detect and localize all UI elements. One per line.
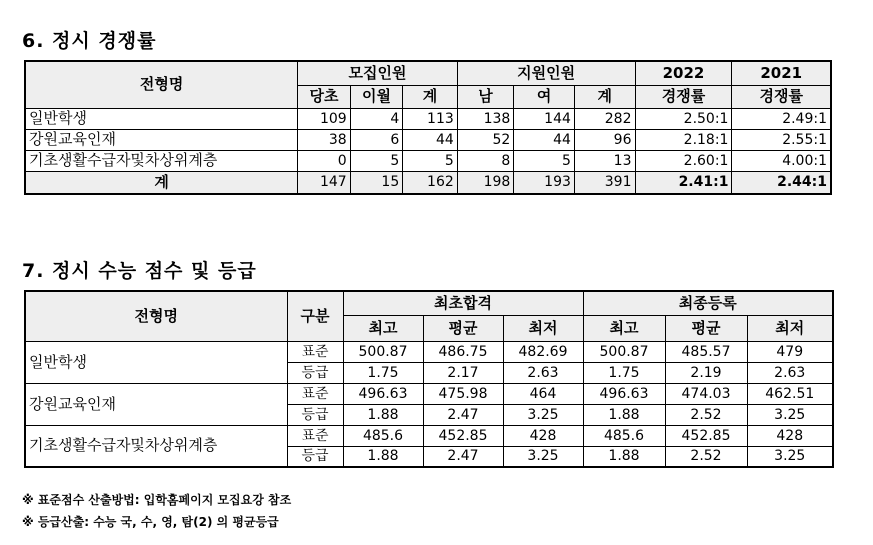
cell-fp-max: 500.87: [343, 341, 423, 362]
cell-rate-2022: 2.60:1: [635, 150, 732, 171]
header-type-name: 전형명: [25, 291, 287, 341]
header-female: 여: [514, 85, 575, 108]
cell-fr-min: 3.25: [747, 446, 833, 467]
total-rate-2021: 2.44:1: [732, 171, 831, 194]
total-label: 계: [25, 171, 298, 194]
category-standard: 표준: [287, 383, 343, 404]
header-applicant-group: 지원인원: [457, 61, 635, 85]
cell-fp-min: 2.63: [503, 362, 583, 383]
table-row: [25, 383, 833, 404]
category-standard: 표준: [287, 425, 343, 446]
header-first-pass: 최초합격: [343, 291, 583, 315]
cell-fr-min: 479: [747, 341, 833, 362]
cell-initial: 0: [298, 150, 351, 171]
total-applicant: 391: [574, 171, 635, 194]
header-applicant-total: 계: [574, 85, 635, 108]
note-standard-score: ※ 표준점수 산출방법: 입학홈페이지 모집요강 참조: [22, 493, 292, 507]
header-fr-max: 최고: [583, 315, 665, 341]
total-rate-2022: 2.41:1: [635, 171, 732, 194]
cell-fp-avg: 2.47: [423, 404, 503, 425]
cell-applicant-total: 96: [574, 129, 635, 150]
cell-fp-max: 496.63: [343, 383, 423, 404]
cell-rate-2021: 2.49:1: [732, 108, 831, 129]
cell-rate-2021: 4.00:1: [732, 150, 831, 171]
header-year-2021: 2021: [732, 61, 831, 85]
cell-female: 44: [514, 129, 575, 150]
row-name: 기초생활수급자및차상위계층: [25, 425, 287, 467]
table-row: [25, 129, 831, 150]
category-grade: 등급: [287, 404, 343, 425]
cell-fp-min: 482.69: [503, 341, 583, 362]
cell-fr-max: 485.6: [583, 425, 665, 446]
cell-female: 144: [514, 108, 575, 129]
header-type-name: 전형명: [25, 61, 298, 108]
cell-fp-min: 3.25: [503, 446, 583, 467]
header-recruit-total: 계: [403, 85, 458, 108]
cell-fp-max: 1.88: [343, 446, 423, 467]
header-recruit-group: 모집인원: [298, 61, 458, 85]
cell-fp-avg: 452.85: [423, 425, 503, 446]
cell-carryover: 5: [350, 150, 403, 171]
header-fp-avg: 평균: [423, 315, 503, 341]
cell-fr-avg: 485.57: [665, 341, 747, 362]
header-rate-2021: 경쟁률: [732, 85, 831, 108]
cell-fp-avg: 2.17: [423, 362, 503, 383]
cell-fr-avg: 474.03: [665, 383, 747, 404]
cell-fr-avg: 2.52: [665, 446, 747, 467]
header-fp-max: 최고: [343, 315, 423, 341]
total-female: 193: [514, 171, 575, 194]
row-name: 강원교육인재: [25, 129, 298, 150]
header-category: 구분: [287, 291, 343, 341]
cell-fp-min: 428: [503, 425, 583, 446]
table-row: [25, 341, 833, 362]
cell-carryover: 4: [350, 108, 403, 129]
cell-initial: 38: [298, 129, 351, 150]
cell-recruit-total: 5: [403, 150, 458, 171]
cell-fr-max: 1.88: [583, 404, 665, 425]
row-name: 일반학생: [25, 341, 287, 383]
row-name: 일반학생: [25, 108, 298, 129]
header-fp-min: 최저: [503, 315, 583, 341]
category-standard: 표준: [287, 341, 343, 362]
cell-fr-min: 3.25: [747, 404, 833, 425]
cell-fp-avg: 475.98: [423, 383, 503, 404]
total-carryover: 15: [350, 171, 403, 194]
category-grade: 등급: [287, 446, 343, 467]
cell-recruit-total: 113: [403, 108, 458, 129]
cell-female: 5: [514, 150, 575, 171]
cell-fr-min: 2.63: [747, 362, 833, 383]
cell-applicant-total: 13: [574, 150, 635, 171]
total-male: 198: [457, 171, 514, 194]
cell-fp-min: 3.25: [503, 404, 583, 425]
cell-fr-avg: 2.52: [665, 404, 747, 425]
total-row: [25, 171, 831, 194]
header-final-registration: 최종등록: [583, 291, 833, 315]
cell-male: 8: [457, 150, 514, 171]
header-carryover: 이월: [350, 85, 403, 108]
cell-rate-2021: 2.55:1: [732, 129, 831, 150]
cell-rate-2022: 2.18:1: [635, 129, 732, 150]
total-recruit: 162: [403, 171, 458, 194]
table-row: [25, 425, 833, 446]
cell-rate-2022: 2.50:1: [635, 108, 732, 129]
section7-title: 7. 정시 수능 점수 및 등급: [22, 260, 257, 282]
cell-fr-avg: 2.19: [665, 362, 747, 383]
header-rate-2022: 경쟁률: [635, 85, 732, 108]
cell-carryover: 6: [350, 129, 403, 150]
cell-fp-max: 485.6: [343, 425, 423, 446]
header-male: 남: [457, 85, 514, 108]
cell-fr-max: 1.75: [583, 362, 665, 383]
cell-male: 52: [457, 129, 514, 150]
cell-fr-max: 1.88: [583, 446, 665, 467]
cell-applicant-total: 282: [574, 108, 635, 129]
cell-initial: 109: [298, 108, 351, 129]
header-fr-avg: 평균: [665, 315, 747, 341]
header-year-2022: 2022: [635, 61, 732, 85]
competition-rate-table: [24, 60, 832, 195]
cell-fp-max: 1.88: [343, 404, 423, 425]
cell-fp-max: 1.75: [343, 362, 423, 383]
csat-score-table: [24, 290, 834, 468]
cell-fp-min: 464: [503, 383, 583, 404]
table-row: [25, 150, 831, 171]
row-name: 강원교육인재: [25, 383, 287, 425]
category-grade: 등급: [287, 362, 343, 383]
cell-fr-max: 500.87: [583, 341, 665, 362]
note-grade-calculation: ※ 등급산출: 수능 국, 수, 영, 탐(2) 의 평균등급: [22, 515, 279, 529]
cell-fr-max: 496.63: [583, 383, 665, 404]
row-name: 기초생활수급자및차상위계층: [25, 150, 298, 171]
cell-fr-min: 462.51: [747, 383, 833, 404]
cell-fr-min: 428: [747, 425, 833, 446]
cell-fp-avg: 486.75: [423, 341, 503, 362]
cell-fp-avg: 2.47: [423, 446, 503, 467]
header-initial: 당초: [298, 85, 351, 108]
total-initial: 147: [298, 171, 351, 194]
table-row: [25, 108, 831, 129]
cell-fr-avg: 452.85: [665, 425, 747, 446]
cell-male: 138: [457, 108, 514, 129]
cell-recruit-total: 44: [403, 129, 458, 150]
section6-title: 6. 정시 경쟁률: [22, 30, 157, 52]
header-fr-min: 최저: [747, 315, 833, 341]
